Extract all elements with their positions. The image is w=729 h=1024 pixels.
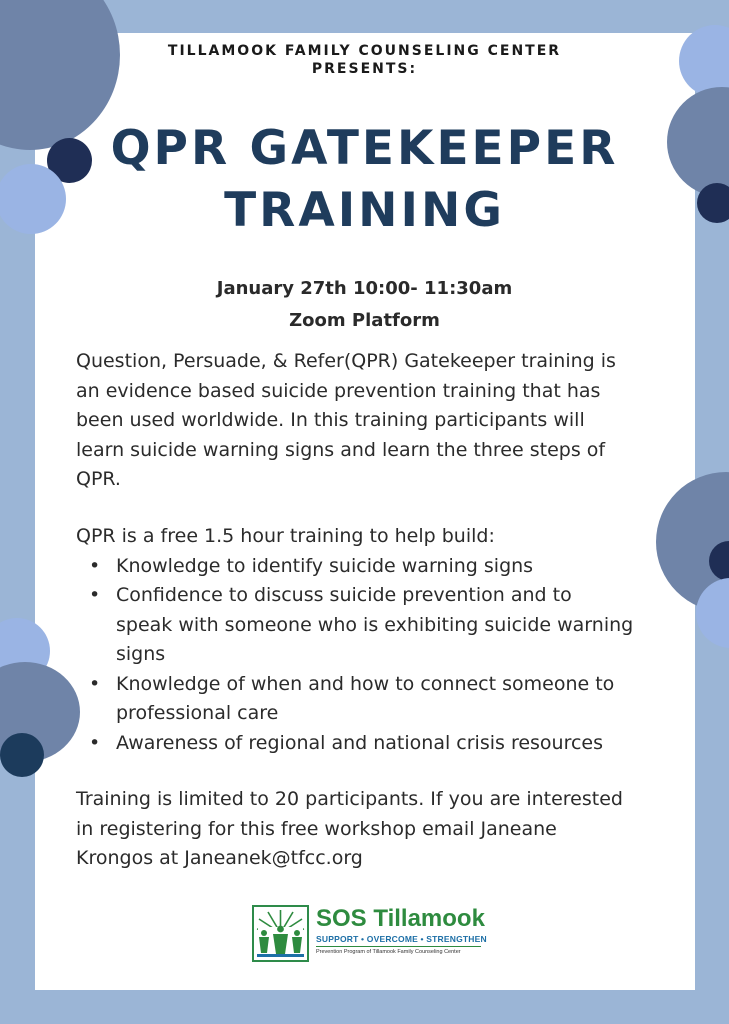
intro-line: an evidence based suicide prevention training that has (76, 379, 601, 402)
logo-subline: Prevention Program of Tillamook Family Counseling Center (316, 949, 461, 955)
closing-line: Krongos at Janeanek@tfcc.org (76, 847, 363, 869)
benefits-section (76, 522, 676, 758)
intro-line: learn suicide warning signs and learn the three steps of (76, 438, 606, 461)
intro-paragraph (76, 347, 676, 495)
intro-line: Question, Persuade, & Refer(QPR) Gatekeeper training is (76, 350, 616, 372)
logo-tagline: SUPPORT • OVERCOME • STRENGTHEN (316, 934, 487, 944)
presents-label: PRESENTS: (311, 61, 418, 77)
page-title-line2: TRAINING (224, 183, 505, 238)
list-item (76, 670, 676, 729)
list-item-line: • Knowledge of when and how to connect someone to (116, 672, 615, 695)
benefits-lead: QPR is a free 1.5 hour training to help build: (76, 525, 495, 547)
sos-tillamook-logo (252, 905, 487, 963)
presenter-line: TILLAMOOK FAMILY COUNSELING CENTER (167, 43, 562, 59)
intro-line: been used worldwide. In this training participants will (76, 409, 585, 431)
closing-line: in registering for this free workshop email Janeane (76, 817, 557, 840)
logo-name: SOS Tillamook (316, 905, 485, 932)
list-item (76, 581, 676, 670)
logo-divider (316, 946, 481, 947)
closing-paragraph (76, 785, 676, 874)
list-item-line: professional care (116, 702, 279, 724)
event-datetime: January 27th 10:00- 11:30am (216, 278, 513, 299)
list-item-line: • Knowledge to identify suicide warning signs (116, 554, 534, 577)
intro-line: QPR. (76, 468, 121, 490)
page-title: QPR GATEKEEPER (110, 121, 619, 176)
closing-line: Training is limited to 20 participants. If you are interested (76, 788, 623, 810)
list-item-line: speak with someone who is exhibiting suicide warning (116, 613, 634, 636)
list-item-line: signs (116, 643, 166, 665)
people-sunburst-icon (252, 905, 309, 962)
list-item (76, 552, 676, 582)
list-item-line: • Awareness of regional and national crisis resources (116, 731, 604, 754)
event-platform: Zoom Platform (289, 310, 440, 331)
decorative-circle (0, 733, 44, 777)
list-item (76, 729, 676, 759)
list-item-line: • Confidence to discuss suicide prevention and to (116, 584, 572, 606)
benefits-list (76, 552, 676, 759)
